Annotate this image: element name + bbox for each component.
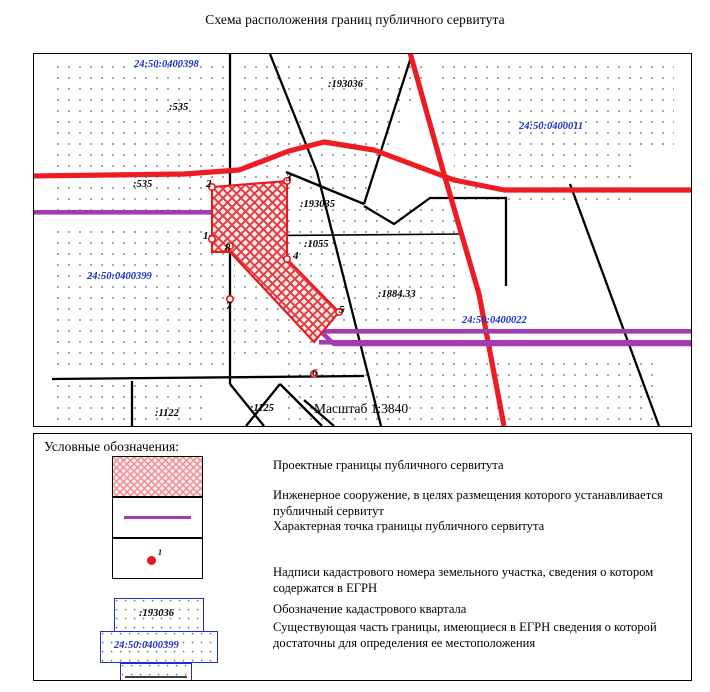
legend-text-quarter-designation: Обозначение кадастрового квартала [273,602,467,616]
vertex-number: 2 [206,178,212,190]
vertex-number: 5 [339,304,345,316]
map-frame [33,53,692,427]
legend-text-existing-border: Существующая часть границы, имеющиеся в ЕГРН сведения о которой достаточны для определения ее местоположения [273,620,657,650]
page-title: Схема расположения границ публичного сервитута [205,12,505,27]
legend-symbol-utility-line [112,497,203,538]
point-number-label: 1 [158,548,162,557]
parcel-label: :1125 [250,403,274,414]
legend-symbol-quarter-number [100,631,218,663]
legend-symbol-characteristic-point [112,538,203,579]
legend-text-utility-structure: Инженерное сооружение, в целях размещения которого устанавливается публичный сервитут [273,488,663,518]
parcel-label: :193035 [300,199,335,210]
vertex-number: 4 [293,250,299,262]
vertex-number: 1 [203,230,209,242]
cadastral-quarter-label: 24:50:0400022 [462,315,527,326]
parcel-label: :1055 [304,239,329,250]
legend-text-servitude-border: Проектные границы публичного сервитута [273,458,504,472]
vertex-number: 8 [225,242,231,254]
parcel-label: :535 [133,179,153,190]
vertex-number: 6 [312,367,318,379]
legend-text-parcel-number: Надписи кадастрового номера земельного участка, сведения о котором содержатся в ЕГРН [273,565,654,595]
legend-text-characteristic-point: Характерная точка границы публичного сервитута [273,519,545,533]
vertex-number: 7 [226,300,232,312]
cadastral-quarter-label: 24:50:0400011 [519,121,584,132]
parcel-label: :535 [169,102,189,113]
cadastral-map [34,54,691,426]
legend-parcel-sample: :193036 [139,608,174,619]
cadastral-quarter-label: 24:50:0400398 [134,59,199,70]
vertex-number: 3 [286,172,292,184]
legend-frame [33,433,692,681]
legend-symbol-hatched-swatch [112,456,203,497]
purple-line-icon [124,516,192,518]
parcel-label: :1122 [155,408,179,419]
map-scale-label: Масштаб 1:3840 [314,401,409,416]
legend-symbol-existing-border [120,663,192,681]
legend-quarter-sample: 24:50:0400399 [114,640,179,651]
parcel-label: :1884.33 [378,289,416,300]
legend-symbol-parcel-number [114,598,204,632]
parcel-label: :193036 [328,79,363,90]
cadastral-quarter-label: 24:50:0400399 [87,271,152,282]
legend-heading: Условные обозначения: [44,439,180,454]
point-dot-icon [147,556,156,565]
